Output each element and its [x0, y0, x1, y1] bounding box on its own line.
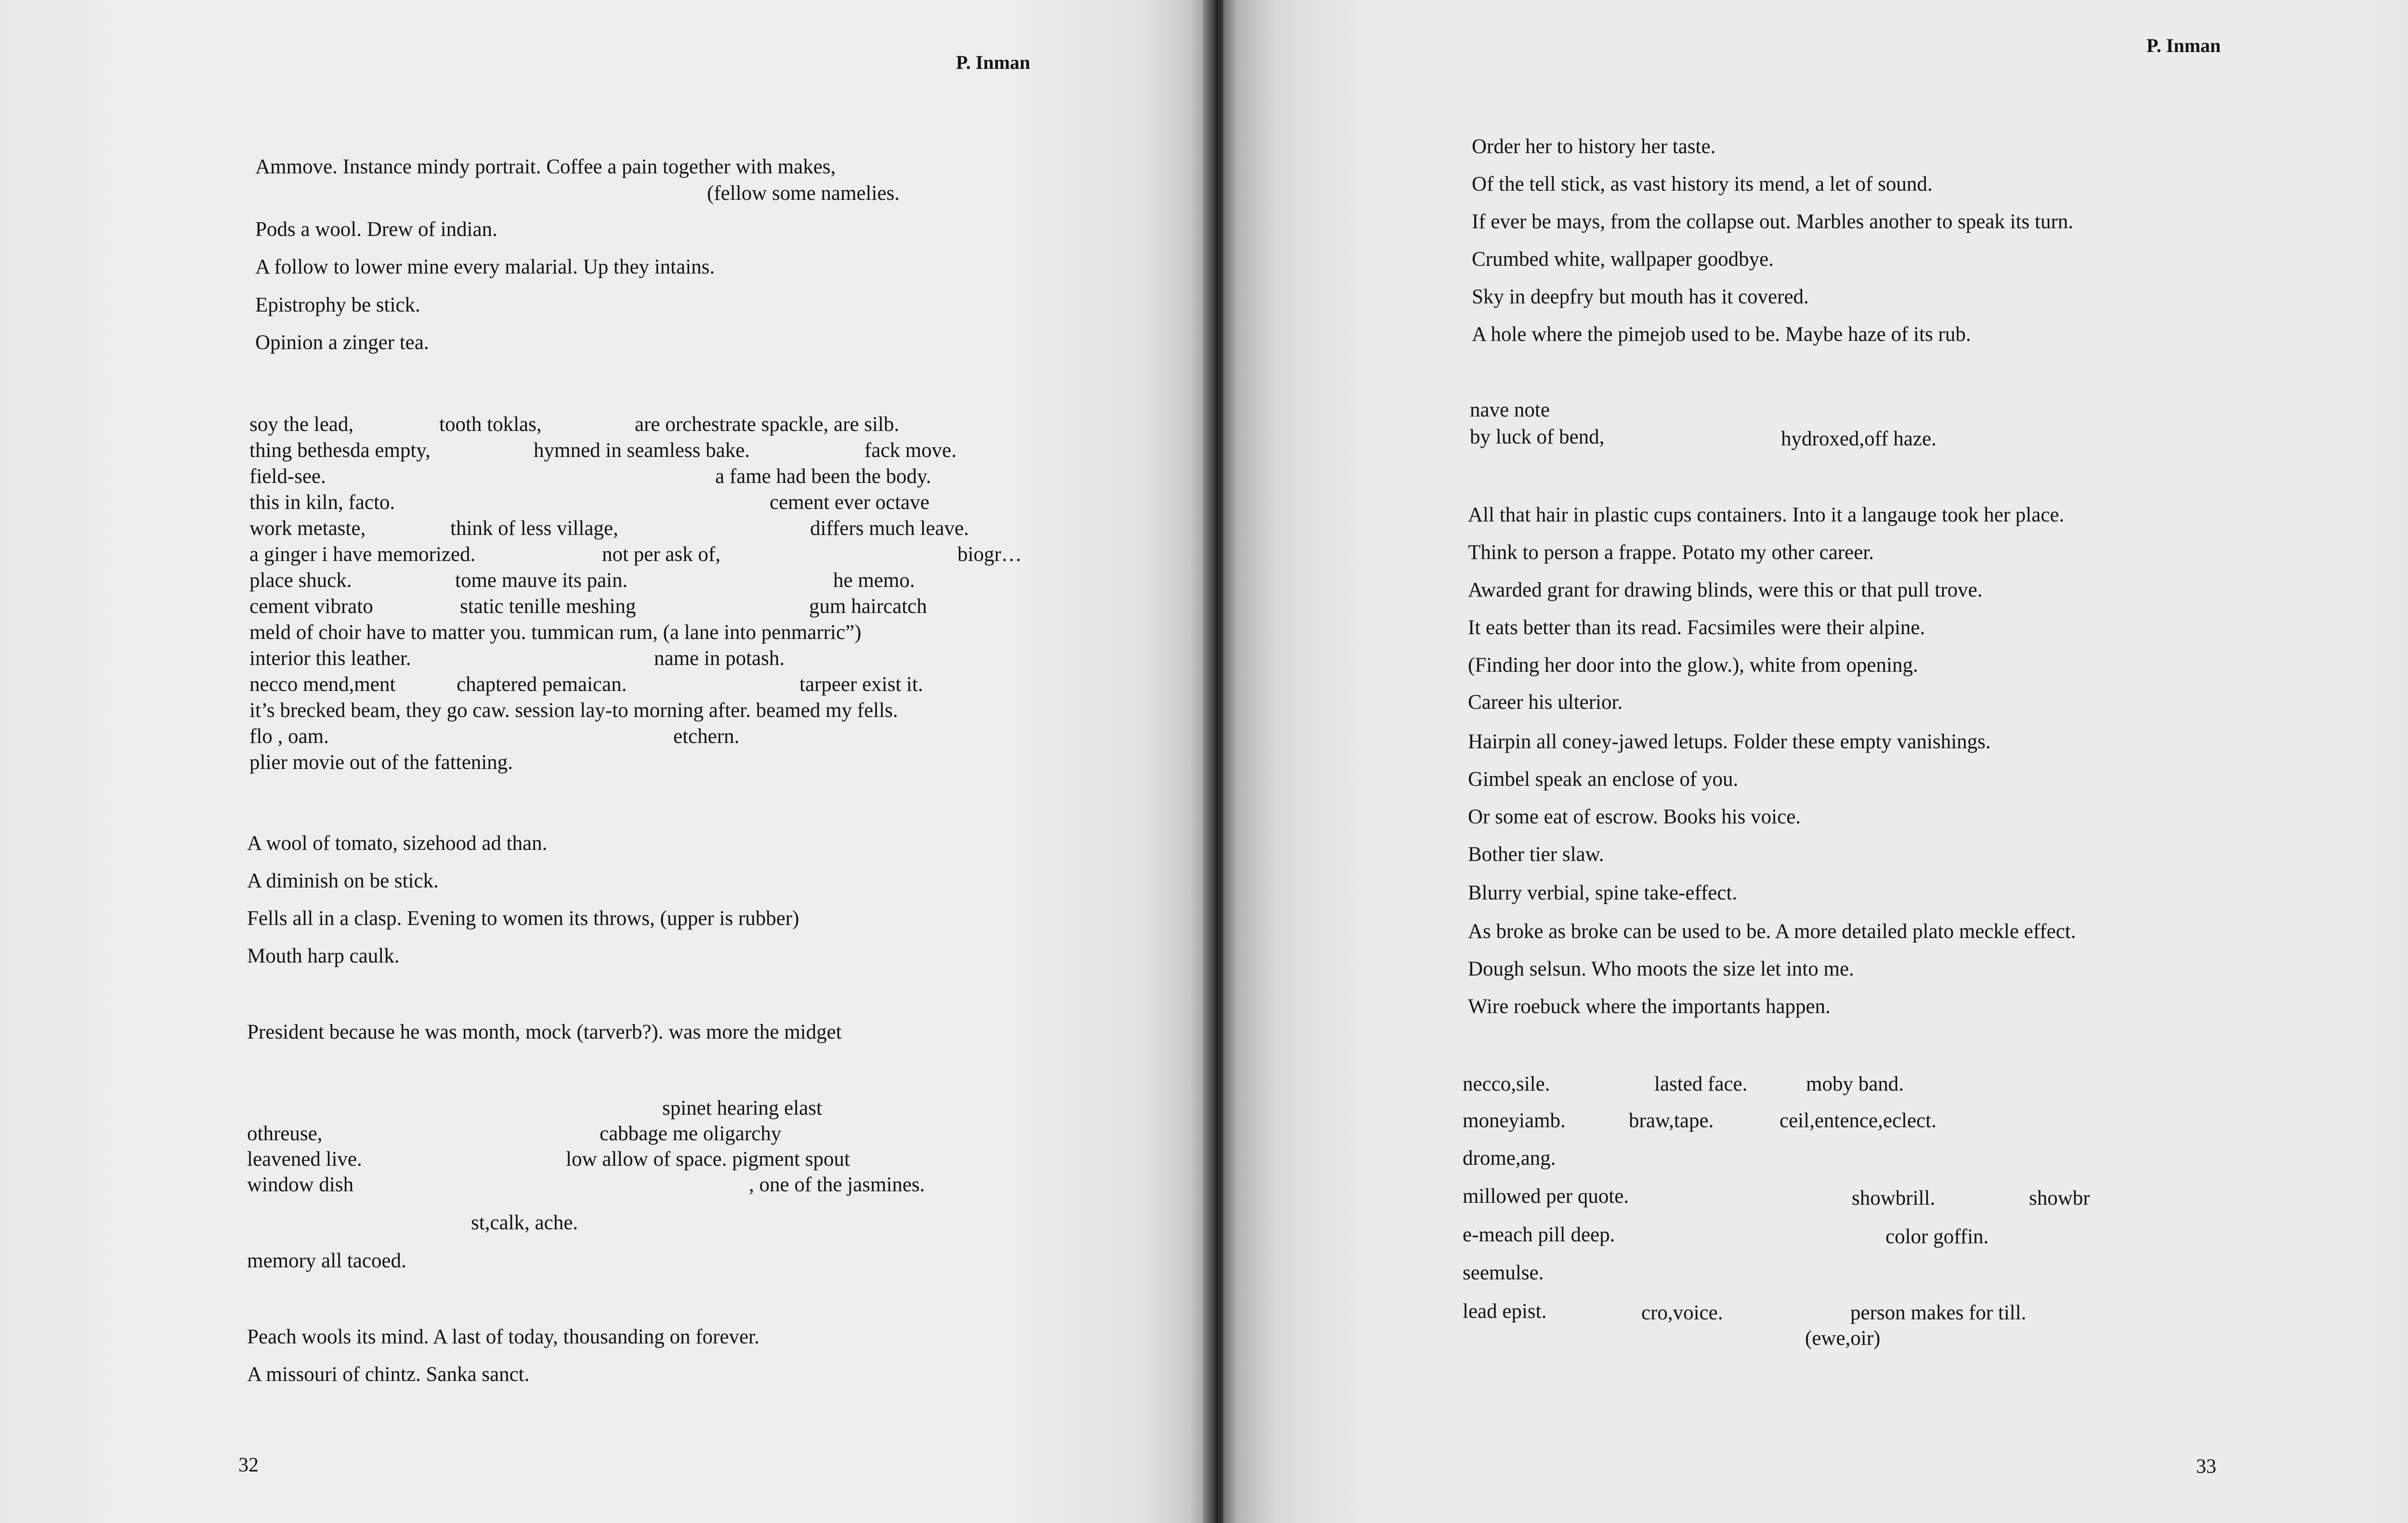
text-fragment: are orchestrate spackle, are silb.: [635, 413, 900, 436]
text-line: (fellow some namelies.: [707, 182, 900, 205]
text-line: As broke as broke can be used to be. A more detailed plato meckle effect.: [1468, 920, 2076, 943]
text-fragment: necco mend,ment: [249, 673, 396, 696]
text-fragment: drome,ang.: [1463, 1147, 1556, 1170]
text-line: Pods a wool. Drew of indian.: [255, 218, 497, 241]
text-fragment: seemulse.: [1463, 1262, 1544, 1284]
text-fragment: moneyiamb.: [1463, 1109, 1566, 1132]
text-fragment: memory all tacoed.: [247, 1250, 406, 1272]
text-line: Gimbel speak an enclose of you.: [1468, 768, 1739, 791]
text-fragment: tooth toklas,: [439, 413, 542, 436]
text-fragment: cro,voice.: [1641, 1302, 1723, 1324]
text-line: A missouri of chintz. Sanka sanct.: [247, 1363, 530, 1386]
text-fragment: showbrill.: [1852, 1187, 1936, 1210]
text-fragment: name in potash.: [654, 647, 785, 670]
text-fragment: he memo.: [833, 569, 915, 592]
text-line: Crumbed white, wallpaper goodbye.: [1472, 248, 1774, 271]
text-fragment: tome mauve its pain.: [455, 569, 628, 592]
text-line: Order her to history her taste.: [1472, 135, 1716, 158]
text-fragment: hydroxed,off haze.: [1781, 428, 1937, 450]
text-fragment: hymned in seamless bake.: [534, 439, 750, 462]
text-line: A hole where the pimejob used to be. Maybe haze of its rub.: [1472, 323, 1971, 346]
text-fragment: meld of choir have to matter you. tummican rum, (a lane into penmarric”): [249, 621, 862, 644]
text-line: Bother tier slaw.: [1468, 843, 1604, 866]
text-fragment: ceil,entence,eclect.: [1780, 1109, 1937, 1132]
text-line: Peach wools its mind. A last of today, thousanding on forever.: [247, 1326, 759, 1348]
text-fragment: differs much leave.: [810, 517, 969, 540]
text-line: Opinion a zinger tea.: [255, 331, 429, 354]
text-fragment: fack move.: [864, 439, 957, 462]
text-line: Epistrophy be stick.: [255, 294, 420, 316]
running-head-right: P. Inman: [2146, 35, 2221, 56]
text-fragment: millowed per quote.: [1463, 1185, 1629, 1208]
text-line: Ammove. Instance mindy portrait. Coffee a pain together with makes,: [255, 156, 836, 178]
running-head-left: P. Inman: [956, 52, 1031, 73]
text-fragment: showbr: [2029, 1187, 2090, 1210]
text-line: Blurry verbial, spine take-effect.: [1468, 882, 1738, 904]
text-line: It eats better than its read. Facsimiles were their alpine.: [1468, 616, 1925, 639]
text-fragment: it’s brecked beam, they go caw. session lay-to morning after. beamed my fells.: [249, 699, 898, 722]
text-fragment: biogr…: [957, 543, 1022, 566]
text-fragment: braw,tape.: [1629, 1109, 1714, 1132]
text-line: Dough selsun. Who moots the size let into me.: [1468, 958, 1854, 980]
text-line: A diminish on be stick.: [247, 870, 439, 892]
text-fragment: st,calk, ache.: [471, 1211, 578, 1234]
text-line: A follow to lower mine every malarial. Up they intains.: [255, 256, 715, 278]
text-line: Hairpin all coney-jawed letups. Folder these empty vanishings.: [1468, 730, 1991, 753]
text-fragment: moby band.: [1806, 1073, 1904, 1095]
text-line: Awarded grant for drawing blinds, were this or that pull trove.: [1468, 579, 1983, 601]
text-fragment: e-meach pill deep.: [1463, 1224, 1615, 1246]
text-fragment: interior this leather.: [249, 647, 411, 670]
text-line: All that hair in plastic cups containers. Into it a langauge took her place.: [1468, 504, 2065, 526]
text-fragment: color goffin.: [1885, 1225, 1989, 1248]
text-fragment: soy the lead,: [249, 413, 354, 436]
text-fragment: tarpeer exist it.: [799, 673, 923, 696]
text-fragment: static tenille meshing: [460, 595, 636, 618]
text-fragment: othreuse,: [247, 1122, 323, 1145]
text-line: Sky in deepfry but mouth has it covered.: [1472, 286, 1809, 308]
text-fragment: necco,sile.: [1463, 1073, 1550, 1095]
text-line: Or some eat of escrow. Books his voice.: [1468, 806, 1801, 828]
text-line: (Finding her door into the glow.), white from opening.: [1468, 654, 1918, 677]
text-line: Think to person a frappe. Potato my other career.: [1468, 541, 1874, 564]
text-line: If ever be mays, from the collapse out. Marbles another to speak its turn.: [1472, 210, 2074, 233]
text-fragment: gum haircatch: [809, 595, 927, 618]
text-fragment: work metaste,: [249, 517, 366, 540]
page-number-right: 33: [2196, 1456, 2216, 1478]
text-fragment: field-see.: [249, 465, 326, 488]
text-fragment: etchern.: [673, 725, 740, 748]
text-fragment: not per ask of,: [602, 543, 720, 566]
text-fragment: cement vibrato: [249, 595, 373, 618]
text-fragment: flo , oam.: [249, 725, 329, 748]
text-fragment: cement ever octave: [770, 491, 929, 514]
text-fragment: , one of the jasmines.: [749, 1173, 925, 1196]
text-fragment: window dish: [247, 1173, 353, 1196]
page-number-left: 32: [238, 1454, 259, 1476]
text-fragment: person makes for till.: [1850, 1302, 2027, 1324]
text-line: Fells all in a clasp. Evening to women its throws, (upper is rubber): [247, 907, 799, 930]
text-fragment: by luck of bend,: [1470, 426, 1605, 448]
right-page: [1223, 0, 2408, 1523]
text-line: A wool of tomato, sizehood ad than.: [247, 832, 548, 855]
text-line: Mouth harp caulk.: [247, 945, 400, 967]
text-fragment: place shuck.: [249, 569, 352, 592]
text-fragment: leavened live.: [247, 1148, 362, 1171]
text-line: Career his ulterior.: [1468, 691, 1623, 714]
text-fragment: lead epist.: [1463, 1300, 1547, 1323]
text-line: President because he was month, mock (tarverb?). was more the midget: [247, 1021, 842, 1043]
text-fragment: a ginger i have memorized.: [249, 543, 476, 566]
text-fragment: think of less village,: [450, 517, 618, 540]
text-fragment: this in kiln, facto.: [249, 491, 395, 514]
text-fragment: (ewe,oir): [1805, 1327, 1881, 1350]
text-fragment: lasted face.: [1654, 1073, 1748, 1095]
text-fragment: thing bethesda empty,: [249, 439, 431, 462]
text-line: Wire roebuck where the importants happen.: [1468, 995, 1831, 1018]
text-fragment: cabbage me oligarchy: [600, 1122, 782, 1145]
text-fragment: chaptered pemaican.: [457, 673, 627, 696]
text-fragment: spinet hearing elast: [662, 1097, 822, 1119]
text-fragment: a fame had been the body.: [715, 465, 931, 488]
text-fragment: nave note: [1470, 399, 1550, 421]
text-fragment: plier movie out of the fattening.: [249, 751, 513, 774]
text-fragment: low allow of space. pigment spout: [566, 1148, 850, 1171]
text-line: Of the tell stick, as vast history its mend, a let of sound.: [1472, 173, 1933, 195]
